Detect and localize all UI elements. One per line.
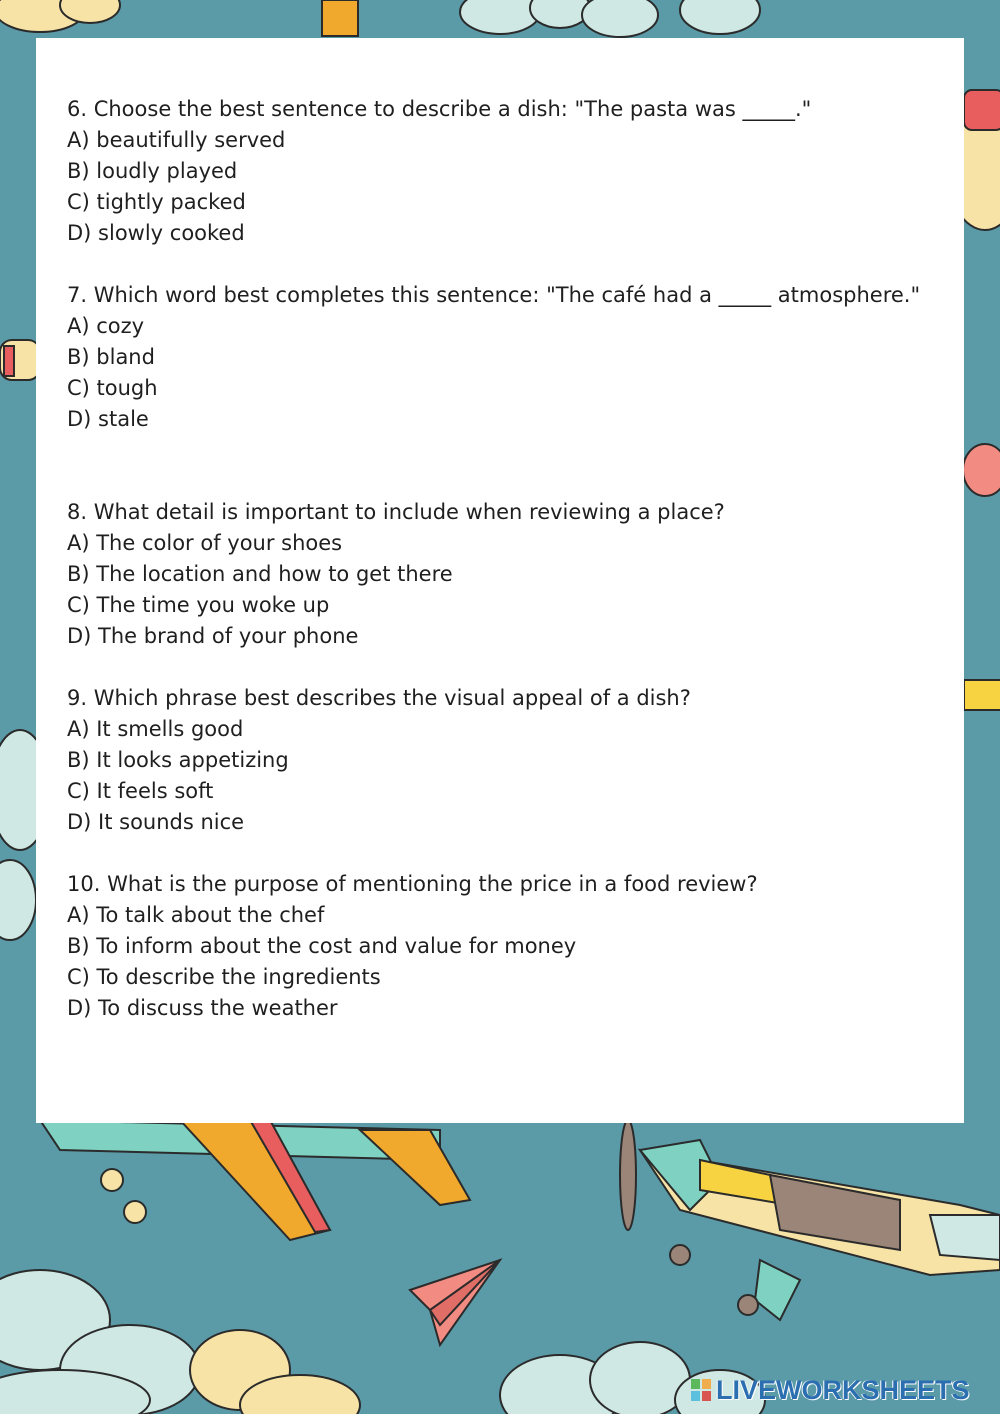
paper-plane-icon	[410, 1260, 500, 1345]
liveworksheets-logo-icon	[690, 1377, 712, 1403]
airplane-icon	[0, 340, 40, 380]
option-d: D) stale	[67, 407, 149, 431]
option-a: A) The color of your shoes	[67, 531, 343, 555]
option-c: C) It feels soft	[67, 779, 214, 803]
option-a: A) beautifully served	[67, 128, 286, 152]
question-stem: 10. What is the purpose of mentioning the price in a food review?	[67, 872, 758, 896]
question-stem: 6. Choose the best sentence to describe a dish: "The pasta was _____."	[67, 97, 812, 121]
option-c: C) tightly packed	[67, 190, 246, 214]
liveworksheets-brand[interactable]	[690, 1373, 970, 1407]
worksheet-page	[36, 38, 964, 1123]
cloud-icon	[0, 1270, 200, 1414]
option-b: B) To inform about the cost and value for money	[67, 934, 577, 958]
question-stem: 7. Which word best completes this sentence: "The café had a _____ atmosphere."	[67, 283, 921, 307]
question-7	[67, 280, 933, 435]
option-d: D) slowly cooked	[67, 221, 245, 245]
cloud-icon	[460, 0, 760, 37]
airplane-icon	[620, 1120, 1000, 1320]
option-b: B) The location and how to get there	[67, 562, 453, 586]
option-a: A) cozy	[67, 314, 145, 338]
brand-name: LIVEWORKSHEETS	[716, 1374, 970, 1405]
question-stem: 9. Which phrase best describes the visual appeal of a dish?	[67, 686, 691, 710]
cloud-icon	[963, 444, 1000, 496]
option-a: A) It smells good	[67, 717, 244, 741]
option-c: C) The time you woke up	[67, 593, 330, 617]
question-9	[67, 683, 933, 838]
option-d: D) The brand of your phone	[67, 624, 359, 648]
option-d: D) To discuss the weather	[67, 996, 338, 1020]
option-d: D) It sounds nice	[67, 810, 245, 834]
option-b: B) loudly played	[67, 159, 238, 183]
cloud-icon	[190, 1330, 360, 1414]
question-10	[67, 869, 933, 1024]
option-b: B) It looks appetizing	[67, 748, 289, 772]
question-stem: 8. What detail is important to include when reviewing a place?	[67, 500, 725, 524]
question-8	[67, 497, 933, 652]
cloud-icon	[0, 0, 120, 32]
option-c: C) tough	[67, 376, 158, 400]
option-c: C) To describe the ingredients	[67, 965, 381, 989]
question-6	[67, 94, 933, 249]
airplane-icon	[40, 1120, 470, 1240]
option-b: B) bland	[67, 345, 155, 369]
option-a: A) To talk about the chef	[67, 903, 325, 927]
